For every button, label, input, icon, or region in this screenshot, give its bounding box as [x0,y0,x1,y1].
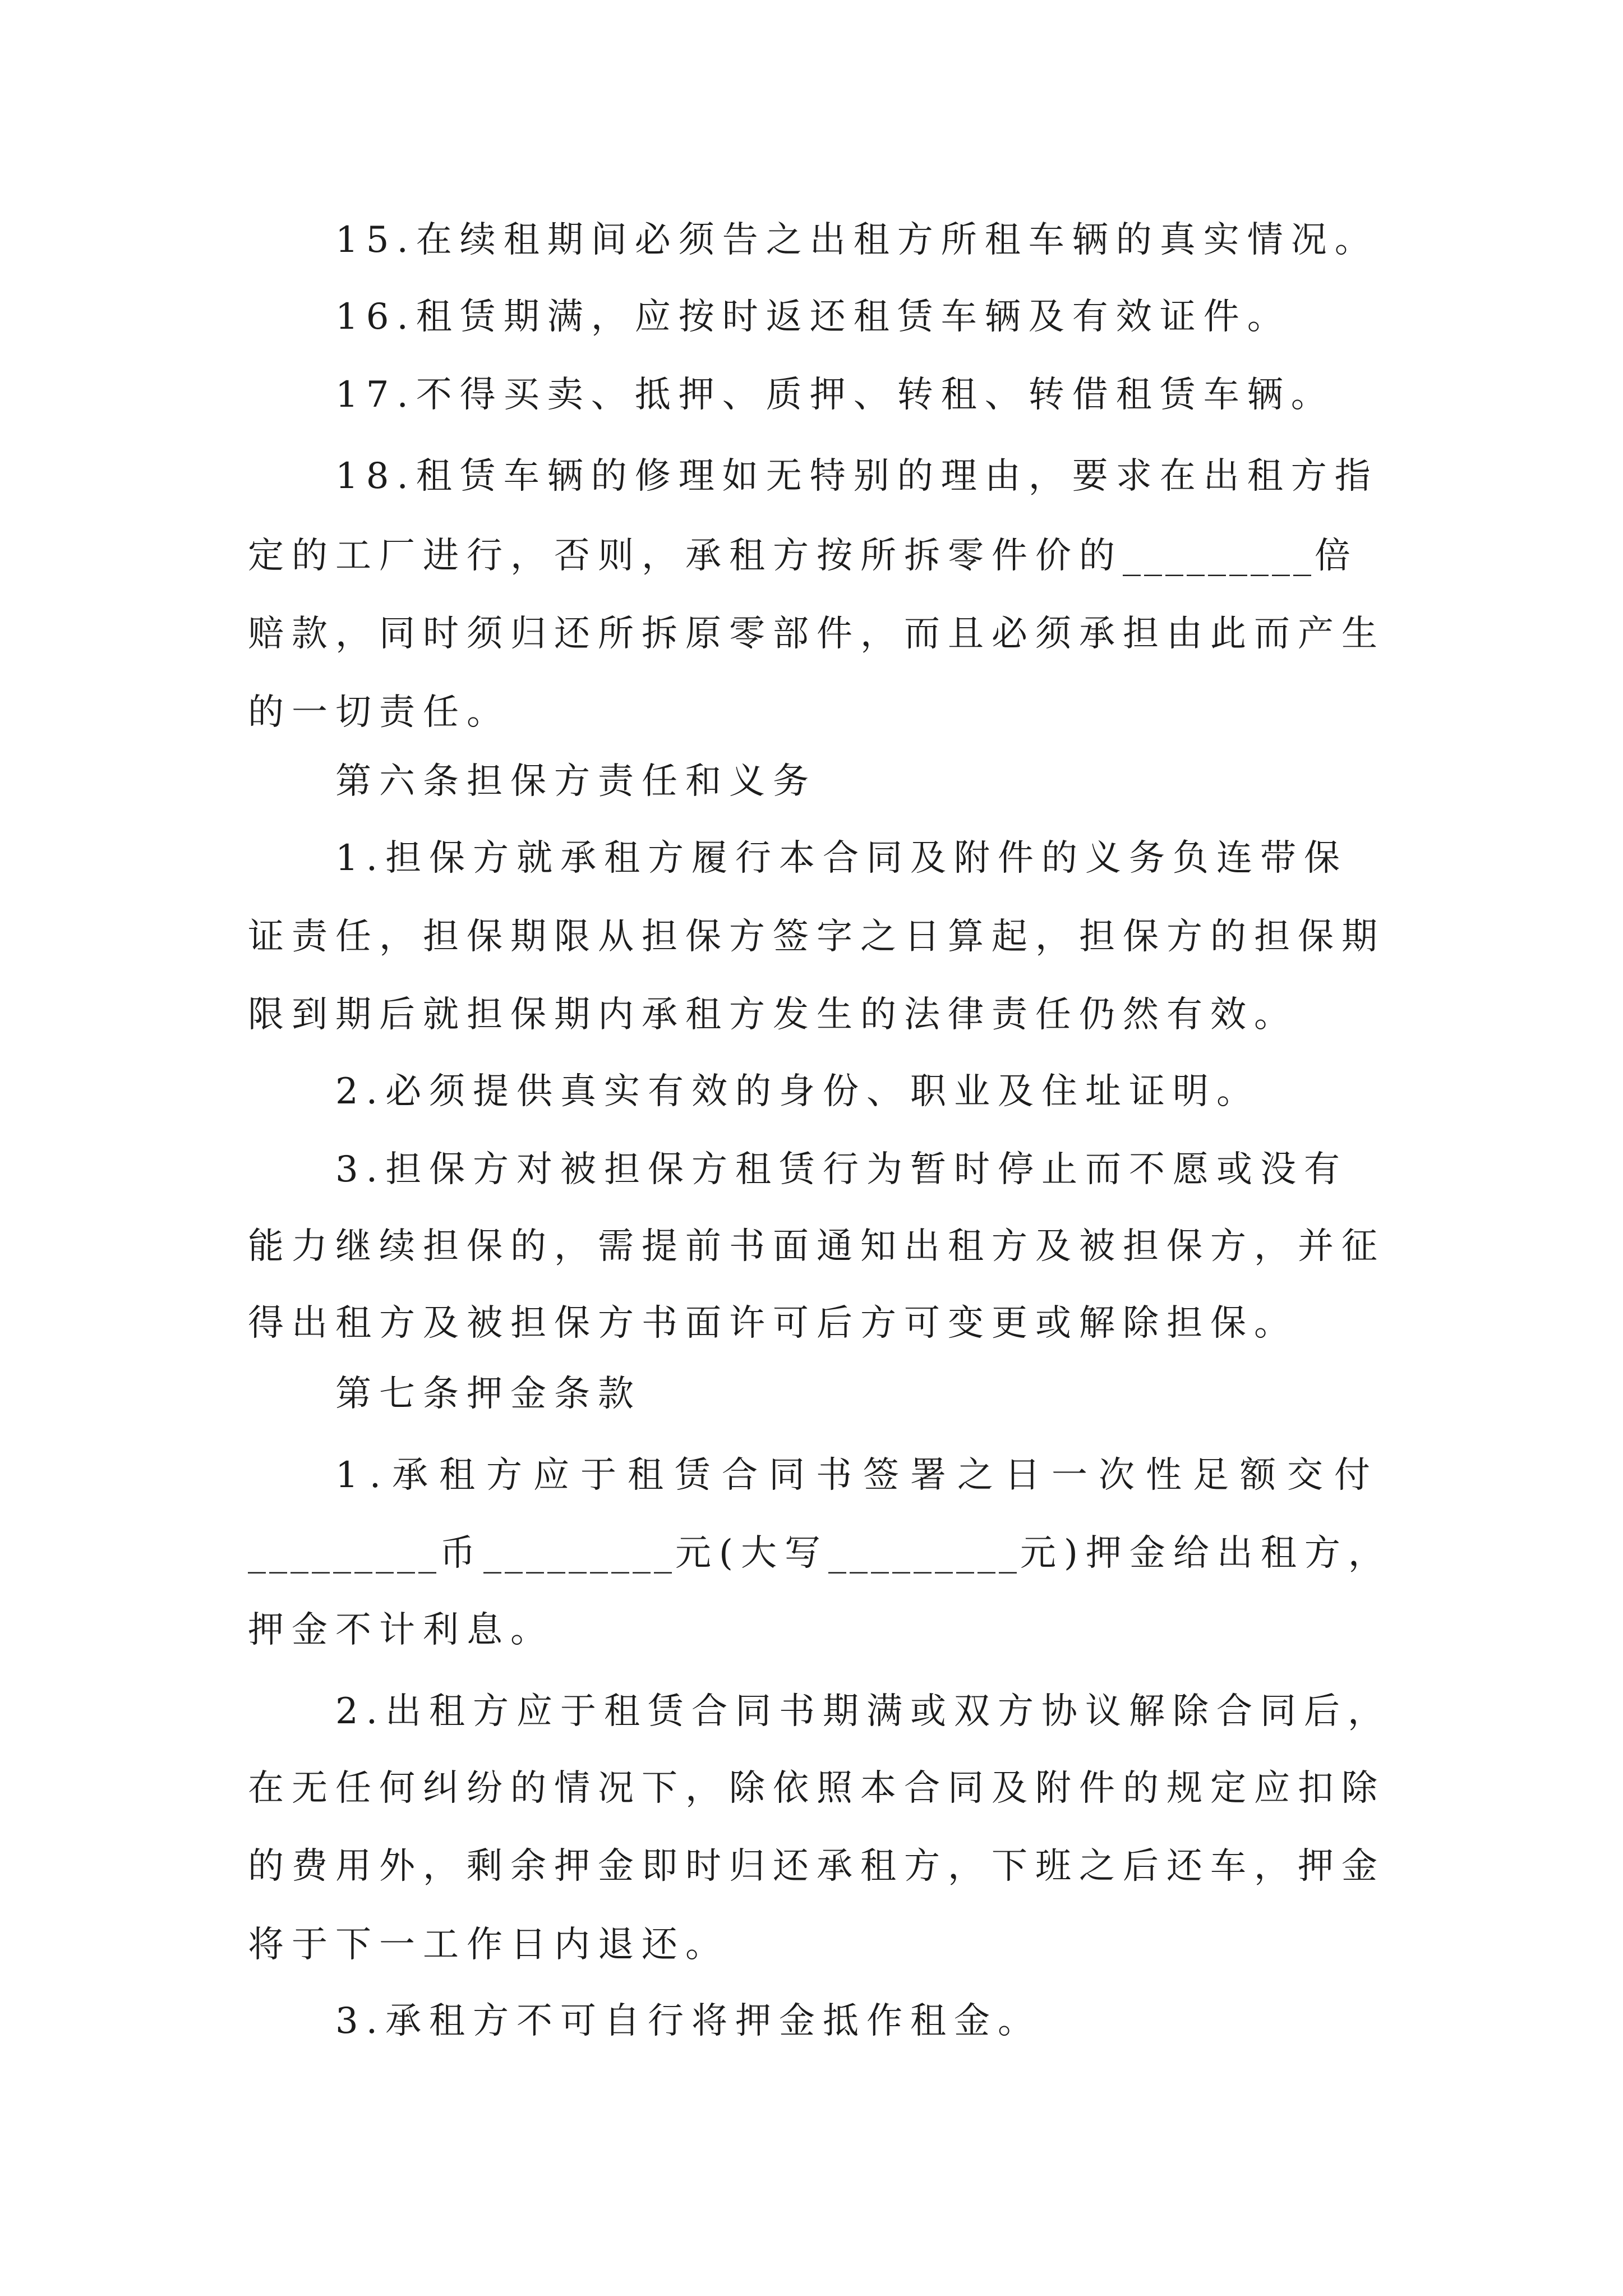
section-6-clause-1-line: 限到期后就担保期内承租方发生的法律责任仍然有效。 [248,994,1298,1036]
section-6-heading: 第六条担保方责任和义务 [335,761,817,802]
section-7-clause-1-line: 1.承租方应于租赁合同书签署之日一次性足额交付 [335,1455,1382,1496]
clause-16-line: 16.租赁期满，应按时返还租赁车辆及有效证件。 [335,296,1291,338]
section-7-clause-2-line: 2.出租方应于租赁合同书期满或双方协议解除合同后， [335,1691,1392,1732]
section-6-clause-2-line: 2.必须提供真实有效的身份、职业及住址证明。 [335,1071,1261,1112]
section-7-clause-2-line: 在无任何纠纷的情况下，除依照本合同及附件的规定应扣除 [248,1768,1385,1809]
section-6-clause-1-line: 1.担保方就承租方履行本合同及附件的义务负连带保 [335,838,1348,879]
clause-18-line: 的一切责任。 [248,692,510,733]
section-7-clause-2-line: 的费用外，剩余押金即时归还承租方，下班之后还车，押金 [248,1846,1385,1887]
fill-in-blank: _________ [1123,535,1315,577]
clause-text: 元(大写 [675,1533,828,1574]
section-7-clause-1-line [248,1515,1392,1593]
section-7-clause-1-line: 押金不计利息。 [248,1609,554,1651]
fill-in-blank-amount-words: _________ [828,1533,1020,1574]
clause-18-line [248,517,1358,595]
section-7-heading: 第七条押金条款 [335,1373,642,1415]
clause-text: 定的工厂进行，否则，承租方按所拆零件价的 [248,535,1123,577]
section-6-clause-3-line: 得出租方及被担保方书面许可后方可变更或解除担保。 [248,1303,1298,1344]
section-7-clause-2-line: 将于下一工作日内退还。 [248,1924,729,1966]
fill-in-blank-amount: _________ [483,1533,675,1574]
clause-text: 倍 [1315,535,1358,577]
clause-18-line: 赔款，同时须归还所拆原零部件，而且必须承担由此而产生 [248,613,1385,655]
section-7-clause-3-line: 3.承租方不可自行将押金抵作租金。 [335,2000,1042,2042]
section-6-clause-1-line: 证责任，担保期限从担保方签字之日算起，担保方的担保期 [248,916,1385,958]
fill-in-blank-currency: _________ [248,1533,440,1574]
clause-17-line: 17.不得买卖、抵押、质押、转租、转借租赁车辆。 [335,374,1335,416]
section-6-clause-3-line: 3.担保方对被担保方租赁行为暂时停止而不愿或没有 [335,1149,1348,1190]
clause-text: 币 [440,1533,483,1574]
clause-18-line: 18.租赁车辆的修理如无特别的理由，要求在出租方指 [335,455,1378,497]
section-6-clause-3-line: 能力继续担保的，需提前书面通知出租方及被担保方，并征 [248,1226,1385,1267]
clause-15-line: 15.在续租期间必须告之出租方所租车辆的真实情况。 [335,219,1378,261]
clause-text: 元)押金给出租方， [1020,1533,1392,1574]
